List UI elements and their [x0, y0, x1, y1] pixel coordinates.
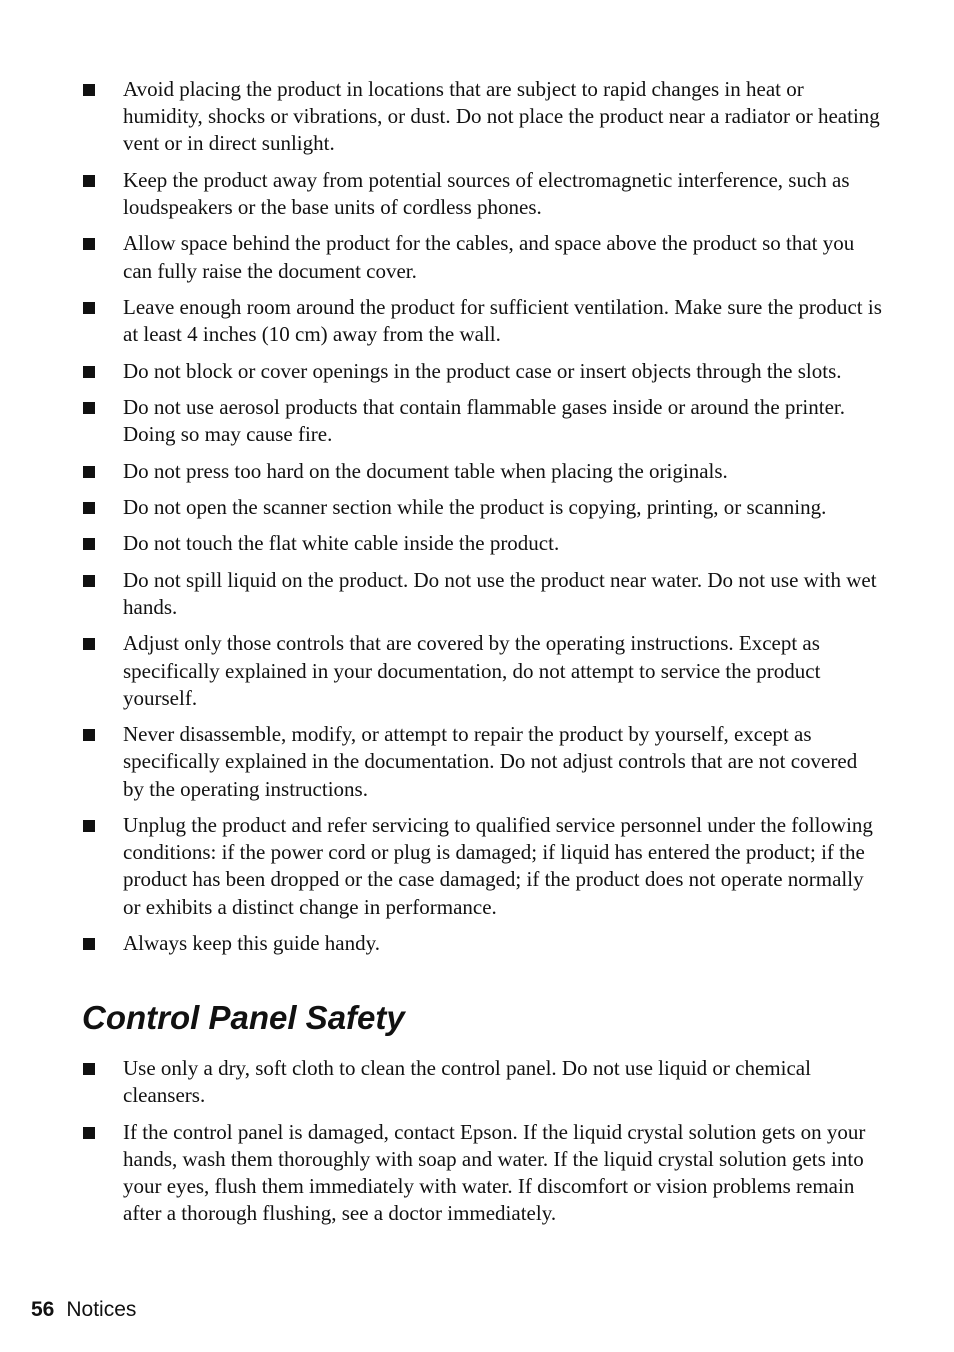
page-footer [31, 1296, 136, 1324]
list-item-text: Never disassemble, modify, or attempt to repair the product by yourself, except as specifically explained in the documentation. Do not adjust controls that are not covered by the operating instructions. [123, 722, 858, 801]
section-heading: Control Panel Safety [82, 999, 405, 1036]
list-item-text: Do not press too hard on the document table when placing the originals. [123, 458, 728, 483]
square-bullet-icon [83, 466, 95, 478]
square-bullet-icon [83, 175, 95, 187]
list-item-text: Do not block or cover openings in the product case or insert objects through the slots. [123, 358, 842, 383]
list-item-text: Always keep this guide handy. [123, 930, 381, 955]
list-item-text: Allow space behind the product for the cables, and space above the product so that you can fully raise the document cover. [123, 231, 855, 283]
list-item [82, 1055, 882, 1109]
list-item-text: If the control panel is damaged, contact Epson. If the liquid crystal solution gets on your hands, wash them thoroughly with soap and water. If the liquid crystal solution gets into your eyes, flush them immediately with water. If discomfort or vision problems remain after a thorough flushing, see a doctor immediately. [123, 1119, 866, 1226]
list-item [82, 630, 882, 712]
safety-instructions-list [82, 76, 882, 966]
square-bullet-icon [83, 1063, 95, 1075]
square-bullet-icon [83, 238, 95, 250]
list-item-text: Use only a dry, soft cloth to clean the control panel. Do not use liquid or chemical cleansers. [123, 1056, 811, 1108]
control-panel-safety-list [82, 1055, 882, 1237]
square-bullet-icon [83, 402, 95, 414]
list-item-text: Do not spill liquid on the product. Do not use the product near water. Do not use with wet hands. [123, 567, 877, 619]
square-bullet-icon [83, 538, 95, 550]
list-item [82, 567, 882, 621]
list-item-text: Avoid placing the product in locations that are subject to rapid changes in heat or humidity, shocks or vibrations, or dust. Do not place the product near a radiator or heating vent or in direct sunlight. [123, 77, 880, 156]
list-item [82, 530, 882, 557]
square-bullet-icon [83, 366, 95, 378]
footer-section-name: Notices [66, 1298, 137, 1321]
list-item [82, 930, 882, 957]
list-item-text: Leave enough room around the product for sufficient ventilation. Make sure the product is at least 4 inches (10 cm) away from the wall. [123, 294, 882, 347]
list-item [82, 76, 882, 158]
list-item-text: Keep the product away from potential sources of electromagnetic interference, such as loudspeakers or the base units of cordless phones. [123, 167, 850, 219]
list-item [82, 458, 882, 485]
list-item [82, 230, 882, 284]
list-item [82, 494, 882, 521]
square-bullet-icon [83, 1127, 95, 1139]
list-item-text: Do not use aerosol products that contain flammable gases inside or around the printer. Doing so may cause fire. [123, 394, 845, 447]
square-bullet-icon [83, 820, 95, 832]
list-item [82, 721, 882, 803]
square-bullet-icon [83, 729, 95, 741]
square-bullet-icon [83, 575, 95, 587]
square-bullet-icon [83, 938, 95, 950]
square-bullet-icon [83, 302, 95, 314]
list-item [82, 358, 882, 385]
list-item [82, 167, 882, 221]
list-item-text: Unplug the product and refer servicing to qualified service personnel under the following conditions: if the power cord or plug is damaged; if liquid has entered the product; if the product has been dropped or the case damaged; if the product does not operate normally or exhibits a distinct change in performance. [123, 812, 873, 919]
square-bullet-icon [83, 84, 95, 96]
list-item-text: Adjust only those controls that are covered by the operating instructions. Except as specifically explained in your documentation, do not attempt to service the product yourself. [123, 631, 821, 710]
list-item [82, 812, 882, 921]
list-item-text: Do not open the scanner section while the product is copying, printing, or scanning. [123, 494, 827, 519]
square-bullet-icon [83, 638, 95, 650]
square-bullet-icon [83, 502, 95, 514]
list-item-text: Do not touch the flat white cable inside the product. [123, 531, 560, 556]
list-item [82, 294, 882, 348]
list-item [82, 394, 882, 448]
list-item [82, 1119, 882, 1228]
page-number: 56 [31, 1298, 55, 1321]
